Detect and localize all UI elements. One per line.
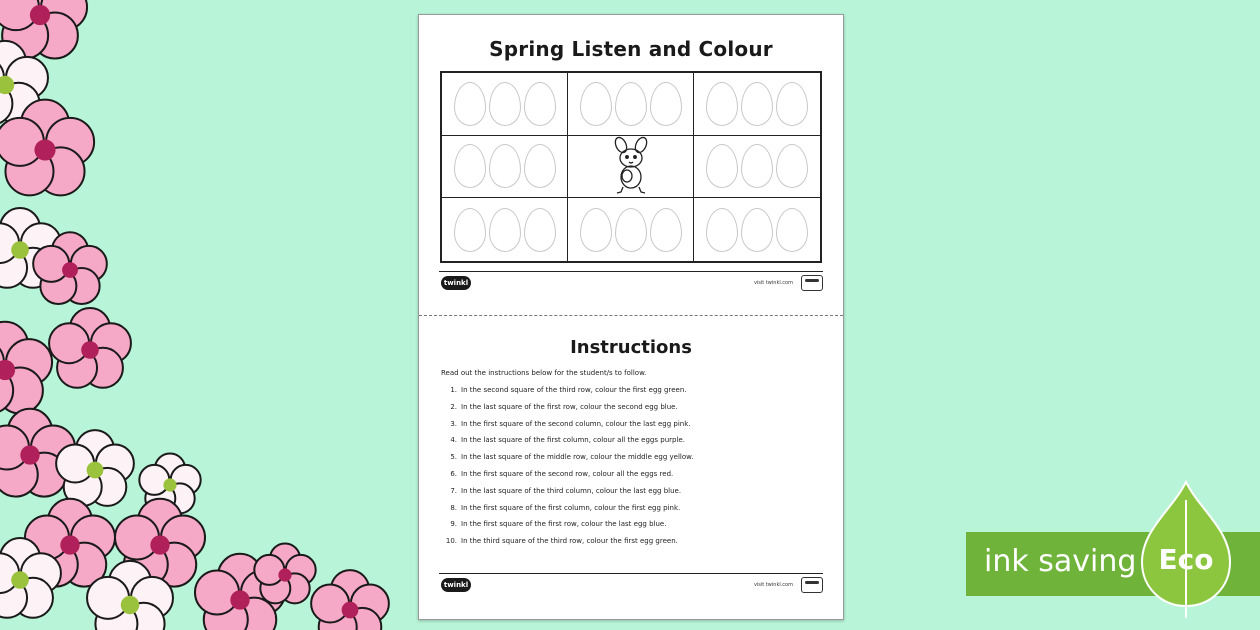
list-item: 2. In the last square of the first row, colour the second egg blue. xyxy=(450,402,678,411)
instructions-lead: Read out the instructions below for the student/s to follow. xyxy=(441,369,647,377)
egg-outline xyxy=(650,82,682,126)
grid-cell xyxy=(442,73,568,136)
blossom-flower xyxy=(311,570,389,630)
egg-outline xyxy=(524,144,556,188)
egg-outline xyxy=(454,208,486,252)
page-footer xyxy=(439,271,823,294)
grid-cell xyxy=(694,198,820,261)
egg-outline xyxy=(741,208,773,252)
grid-cell-center xyxy=(568,136,694,199)
egg-outline xyxy=(615,82,647,126)
egg-outline xyxy=(524,82,556,126)
list-item: 1. In the second square of the third row, colour the first egg green. xyxy=(450,386,687,394)
egg-outline xyxy=(489,82,521,126)
instruction-list xyxy=(441,386,693,554)
grid-cell xyxy=(568,198,694,261)
dashed-divider xyxy=(419,315,843,316)
blossom-flower xyxy=(49,308,131,388)
blossom-flower xyxy=(0,322,52,414)
list-item: 10. In the third square of the third row, colour the first egg green. xyxy=(445,537,678,546)
instructions-title: Instructions xyxy=(570,337,692,358)
egg-outline xyxy=(615,208,647,252)
egg-grid xyxy=(440,71,822,263)
visit-link: visit twinkl.com xyxy=(753,280,793,286)
egg-outline xyxy=(454,144,486,188)
egg-outline xyxy=(580,208,612,252)
page-footer xyxy=(439,573,823,596)
egg-outline xyxy=(776,208,808,252)
page-title: Spring Listen and Colour xyxy=(489,37,773,61)
quality-badge-icon xyxy=(801,577,823,593)
egg-outline xyxy=(741,82,773,126)
egg-outline xyxy=(741,144,773,188)
list-item: 9. In the first square of the first row, colour the last egg blue. xyxy=(450,520,667,529)
egg-outline xyxy=(489,208,521,252)
list-item: 7. In the last square of the third column, colour the last egg blue. xyxy=(450,486,682,495)
worksheet xyxy=(418,14,844,620)
grid-cell xyxy=(694,73,820,136)
eco-label: Eco xyxy=(1158,543,1214,576)
list-item: 4. In the last square of the first column, colour all the eggs purple. xyxy=(450,436,685,445)
egg-outline xyxy=(776,82,808,126)
grid-cell xyxy=(694,136,820,199)
egg-outline xyxy=(454,82,486,126)
blossom-flower xyxy=(254,544,315,604)
egg-outline xyxy=(650,208,682,252)
egg-outline xyxy=(706,208,738,252)
egg-outline xyxy=(706,82,738,126)
grid-cell xyxy=(442,198,568,261)
twinkl-logo: twinkl xyxy=(441,276,471,290)
grid-cell xyxy=(442,136,568,199)
grid-cell xyxy=(568,73,694,136)
egg-outline xyxy=(706,144,738,188)
list-item: 5. In the last square of the middle row, colour the middle egg yellow. xyxy=(450,453,694,462)
egg-outline xyxy=(524,208,556,252)
bunny-illustration xyxy=(603,136,659,196)
blossom-decoration xyxy=(0,0,420,630)
ink-saving-label: ink saving xyxy=(984,544,1137,579)
list-item: 8. In the first square of the first column, colour the first egg pink. xyxy=(450,503,681,512)
twinkl-logo: twinkl xyxy=(441,578,471,592)
visit-link: visit twinkl.com xyxy=(753,582,793,588)
list-item: 3. In the first square of the second column, colour the last egg pink. xyxy=(450,419,691,428)
list-item: 6. In the first square of the second row, colour all the eggs red. xyxy=(450,469,674,478)
egg-outline xyxy=(489,144,521,188)
egg-outline xyxy=(580,82,612,126)
egg-outline xyxy=(776,144,808,188)
quality-badge-icon xyxy=(801,275,823,291)
